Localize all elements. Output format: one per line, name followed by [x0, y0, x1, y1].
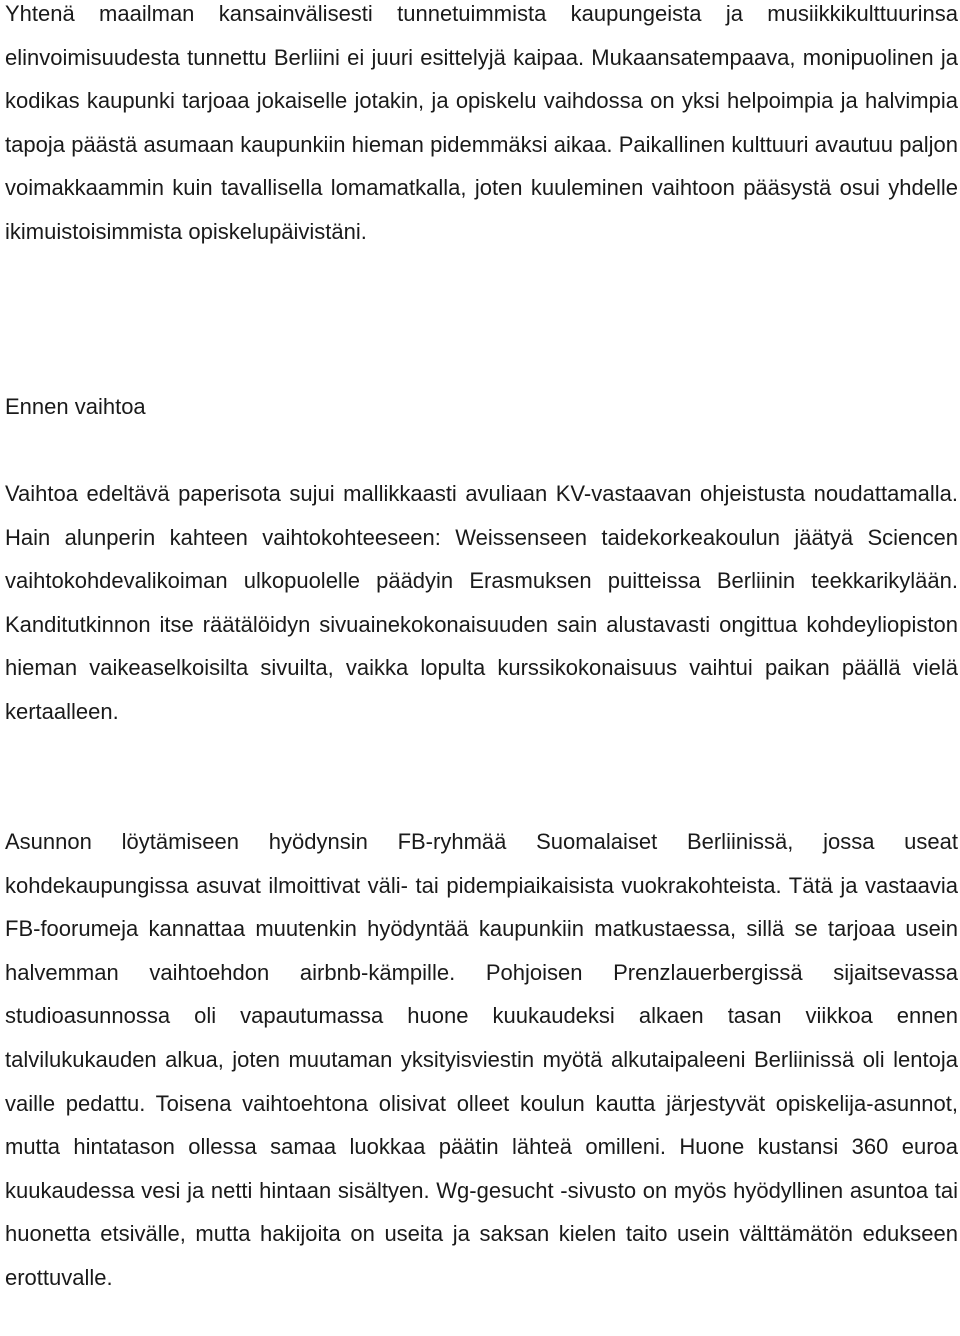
section-heading-before-exchange: Ennen vaihtoa — [5, 394, 146, 419]
paragraph-before-exchange: Vaihtoa edeltävä paperisota sujui mallikkaasti avuliaan KV-vastaavan ohjeistusta noudattamalla. Hain alunperin kahteen vaihtokohteeseen: Weissenseen taidekorkeakoulun jäätyä Sciencen vaihtokohdevalikoiman ulkopuolelle päädyin Erasmuksen puitteissa Berliinin teekkarikylään. Kanditutkinnon itse räätälöidyn sivuainekokonaisuuden sain alustavasti ongittua kohdeyliopiston hieman vaikeaselkoisilta sivuilta, vaikka lopulta kurssikokonaisuus vaihtui paikan päällä vielä kertaalleen. — [5, 481, 958, 724]
paragraph-intro: Yhtenä maailman kansainvälisesti tunnetuimmista kaupungeista ja musiikkikulttuurinsa elinvoimisuudesta tunnettu Berliini ei juuri esittelyjä kaipaa. Mukaansatempaava, monipuolinen ja kodikas kaupunki tarjoaa jokaiselle jotakin, ja opiskelu vaihdossa on yksi helpoimpia ja halvimpia tapoja päästä asumaan kaupunkiin hieman pidemmäksi aikaa. Paikallinen kulttuuri avautuu paljon voimakkaammin kuin tavallisella lomamatkalla, joten kuuleminen vaihtoon pääsystä osui yhdelle ikimuistoisimmista opiskelupäivistäni. — [5, 1, 958, 244]
paragraph-housing: Asunnon löytämiseen hyödynsin FB-ryhmää Suomalaiset Berliinissä, jossa useat kohdekaupungissa asuvat ilmoittivat väli- tai pidempiaikaisista vuokrakohteista. Tätä ja vastaavia FB-foorumeja kannattaa muutenkin hyödyntää kaupunkiin matkustaessa, sillä se tarjoaa usein halvemman vaihtoehdon airbnb-kämpille. Pohjoisen Prenzlauerbergissä sijaitsevassa studioasunnossa oli vapautumassa huone kuukaudeksi alkaen tasan viikkoa ennen talvilukukauden alkua, joten muutaman yksityisviestin myötä alkutaipaleeni Berliinissä oli lentoja vaille pedattu. Toisena vaihtoehtona olisivat olleet koulun kautta järjestyvät opiskelija-asunnot, mutta hintatason ollessa samaa luokkaa päätin lähteä omilleni. Huone kustansi 360 euroa kuukaudessa vesi ja netti hintaan sisältyen. Wg-gesucht -sivusto on myös hyödyllinen asuntoa tai huonetta etsivälle, mutta hakijoita on useita ja saksan kielen taito usein välttämätön edukseen erottuvalle. — [5, 829, 958, 1290]
